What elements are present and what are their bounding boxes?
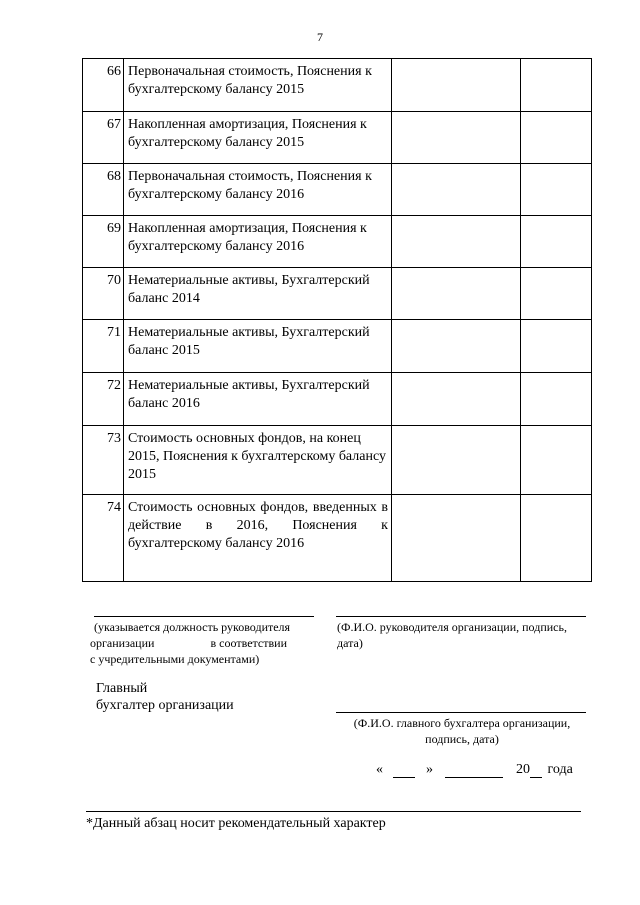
- row-description: Нематериальные активы, Бухгалтерский баланс 2016: [124, 373, 392, 426]
- value-cell-2: [521, 426, 592, 495]
- table-row: [83, 495, 592, 582]
- row-number: 68: [83, 164, 124, 216]
- value-cell-2: [521, 164, 592, 216]
- row-description: Накопленная амортизация, Пояснения к бухгалтерскому балансу 2016: [124, 216, 392, 268]
- year-prefix: 20: [516, 762, 530, 777]
- footnote-separator: [86, 811, 581, 812]
- row-number: 69: [83, 216, 124, 268]
- row-number: 67: [83, 112, 124, 164]
- head-position-line: [94, 616, 314, 617]
- chief-accountant-label: Главный бухгалтер организации: [96, 681, 234, 713]
- accountant-fio-caption: (Ф.И.О. главного бухгалтера организации, подпись, дата): [353, 716, 571, 746]
- value-cell-1: [392, 373, 521, 426]
- value-cell-2: [521, 495, 592, 582]
- footnote: *Данный абзац носит рекомендательный характер: [86, 816, 386, 831]
- row-description: Стоимость основных фондов, введенных в действие в 2016, Пояснения к бухгалтерскому балансу 2016: [124, 495, 392, 582]
- data-table: [82, 58, 592, 582]
- value-cell-2: [521, 216, 592, 268]
- value-cell-1: [392, 216, 521, 268]
- row-number: 66: [83, 59, 124, 112]
- value-cell-1: [392, 164, 521, 216]
- row-number: 73: [83, 426, 124, 495]
- row-description: Первоначальная стоимость, Пояснения к бухгалтерскому балансу 2015: [124, 59, 392, 112]
- value-cell-1: [392, 112, 521, 164]
- value-cell-2: [521, 59, 592, 112]
- page-number: 7: [317, 30, 323, 44]
- year-blank: [530, 764, 542, 778]
- table-row: [83, 426, 592, 495]
- value-cell-1: [392, 59, 521, 112]
- table-row: [83, 373, 592, 426]
- row-description: Нематериальные активы, Бухгалтерский баланс 2014: [124, 268, 392, 320]
- row-description: Первоначальная стоимость, Пояснения к бухгалтерскому балансу 2016: [124, 164, 392, 216]
- table-row: [83, 268, 592, 320]
- row-number: 70: [83, 268, 124, 320]
- open-quote: «: [376, 762, 383, 777]
- value-cell-2: [521, 320, 592, 373]
- row-description: Стоимость основных фондов, на конец 2015, Пояснения к бухгалтерскому балансу 2015: [124, 426, 392, 495]
- head-fio-caption: (Ф.И.О. руководителя организации, подпись, дата): [337, 620, 567, 650]
- table-row: [83, 164, 592, 216]
- day-blank: [393, 764, 415, 778]
- value-cell-2: [521, 373, 592, 426]
- accountant-fio-line: [336, 712, 586, 713]
- head-position-caption: (указывается должность руководителя организации в соответствии с учредительными документами): [90, 620, 291, 666]
- value-cell-1: [392, 495, 521, 582]
- row-description: Нематериальные активы, Бухгалтерский баланс 2015: [124, 320, 392, 373]
- row-number: 74: [83, 495, 124, 582]
- row-number: 72: [83, 373, 124, 426]
- month-blank: [445, 764, 503, 778]
- value-cell-1: [392, 426, 521, 495]
- table-row: [83, 216, 592, 268]
- row-number: 71: [83, 320, 124, 373]
- value-cell-2: [521, 268, 592, 320]
- table-row: [83, 59, 592, 112]
- value-cell-1: [392, 268, 521, 320]
- table-row: [83, 112, 592, 164]
- value-cell-1: [392, 320, 521, 373]
- row-description: Накопленная амортизация, Пояснения к бухгалтерскому балансу 2015: [124, 112, 392, 164]
- year-suffix: года: [547, 762, 573, 777]
- value-cell-2: [521, 112, 592, 164]
- head-fio-line: [336, 616, 586, 617]
- table-row: [83, 320, 592, 373]
- date-line: [376, 762, 573, 778]
- close-quote: »: [426, 762, 433, 777]
